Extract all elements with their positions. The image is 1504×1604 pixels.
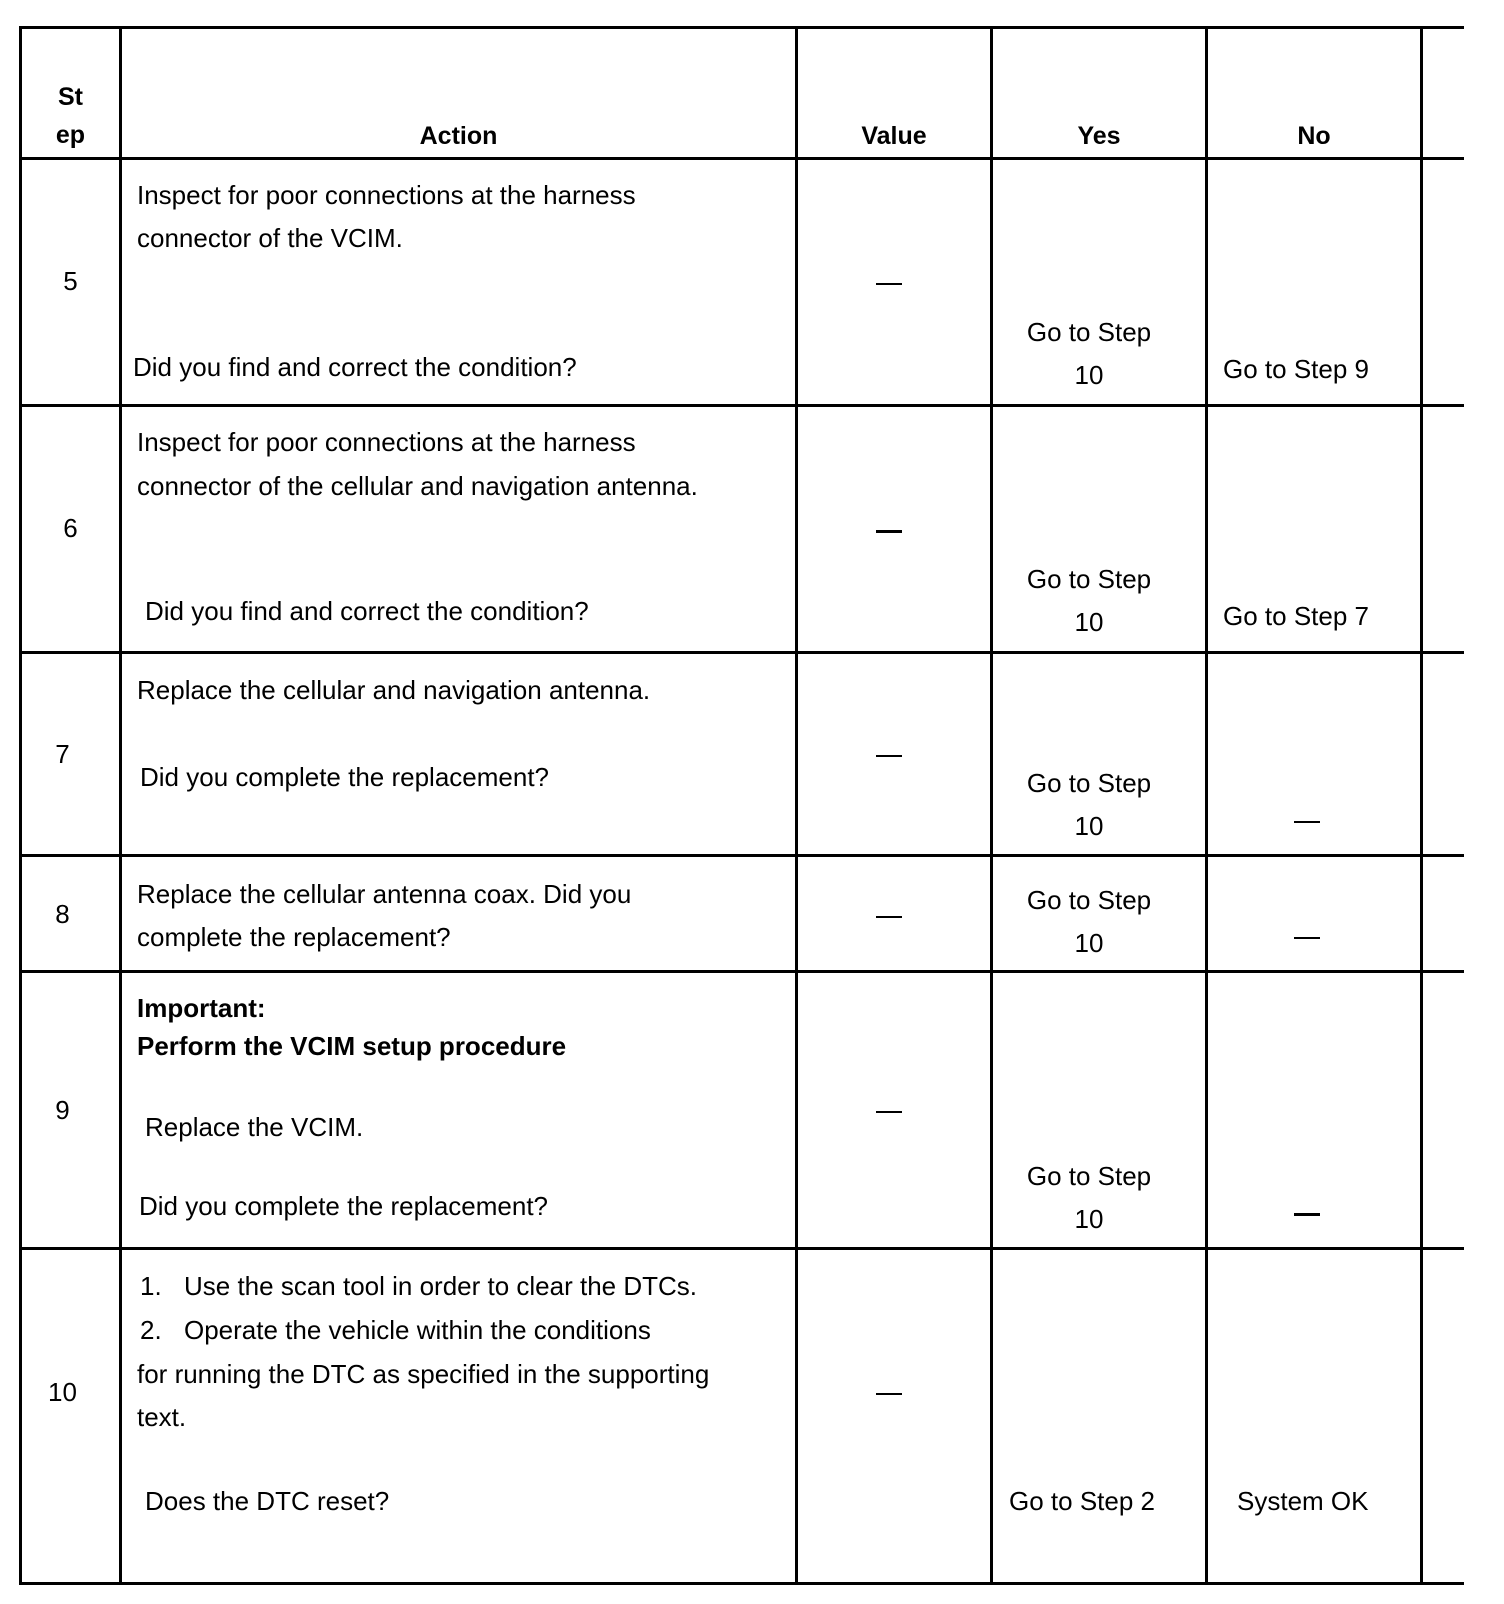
no-dash xyxy=(1294,1213,1320,1216)
yes-action xyxy=(993,1155,1185,1241)
yes-action xyxy=(993,762,1185,848)
action-question: Does the DTC reset? xyxy=(145,1486,390,1516)
header-divider xyxy=(19,157,1464,160)
header-step-line1: St xyxy=(58,83,83,111)
column-divider xyxy=(1205,27,1208,1585)
table-border-bottom xyxy=(19,1582,1464,1585)
header-action: Action xyxy=(419,122,498,150)
action-question: Did you complete the replacement? xyxy=(139,1191,549,1221)
column-divider xyxy=(1420,27,1423,1585)
yes-line1: Go to Step xyxy=(1026,885,1152,915)
action-text: text. xyxy=(137,1402,187,1432)
header-step-line2: ep xyxy=(55,121,86,149)
step-number: 7 xyxy=(55,739,70,769)
no-dash xyxy=(1294,937,1320,939)
table-border-top xyxy=(19,26,1464,29)
action-text: Replace the VCIM. xyxy=(145,1112,364,1142)
action-text: Replace the cellular antenna coax. Did you xyxy=(137,879,632,909)
value-dash xyxy=(876,1393,902,1395)
step-number: 6 xyxy=(63,513,78,543)
list-item-number: 2. xyxy=(140,1315,162,1345)
value-dash xyxy=(876,283,902,285)
header-step xyxy=(22,78,119,154)
header-value: Value xyxy=(861,122,927,150)
action-question: Did you find and correct the condition? xyxy=(133,352,577,382)
important-text: Perform the VCIM setup procedure xyxy=(137,1031,567,1061)
column-divider xyxy=(19,27,22,1585)
row-divider xyxy=(19,404,1464,407)
yes-action xyxy=(993,311,1185,397)
step-number: 5 xyxy=(63,266,78,296)
header-yes: Yes xyxy=(1077,122,1121,150)
yes-line2: 10 xyxy=(1074,811,1104,841)
value-dash xyxy=(876,1111,902,1113)
yes-action xyxy=(993,558,1185,644)
yes-action: Go to Step 2 xyxy=(1009,1486,1155,1516)
no-action: Go to Step 7 xyxy=(1223,601,1369,631)
action-text: complete the replacement? xyxy=(137,922,451,952)
action-text: Inspect for poor connections at the harness xyxy=(137,427,636,457)
no-action: System OK xyxy=(1237,1486,1369,1516)
step-number: 8 xyxy=(55,899,70,929)
action-question: Did you complete the replacement? xyxy=(140,762,550,792)
action-text: Inspect for poor connections at the harness xyxy=(137,180,636,210)
no-action: Go to Step 9 xyxy=(1223,354,1369,384)
list-item-number: 1. xyxy=(140,1271,162,1301)
list-item-text: Operate the vehicle within the conditions xyxy=(184,1315,651,1345)
yes-line1: Go to Step xyxy=(1026,317,1152,347)
yes-line1: Go to Step xyxy=(1026,1161,1152,1191)
no-dash xyxy=(1294,821,1320,823)
yes-line2: 10 xyxy=(1074,928,1104,958)
yes-line2: 10 xyxy=(1074,360,1104,390)
row-divider xyxy=(19,651,1464,654)
row-divider xyxy=(19,854,1464,857)
row-divider xyxy=(19,1247,1464,1250)
column-divider xyxy=(119,27,122,1585)
header-no: No xyxy=(1297,122,1331,150)
step-number: 9 xyxy=(55,1095,70,1125)
yes-line2: 10 xyxy=(1074,607,1104,637)
value-dash xyxy=(876,916,902,918)
column-divider xyxy=(795,27,798,1585)
action-text: for running the DTC as specified in the supporting xyxy=(137,1359,710,1389)
action-text: connector of the VCIM. xyxy=(137,223,403,253)
value-dash xyxy=(876,530,902,533)
yes-line2: 10 xyxy=(1074,1204,1104,1234)
yes-line1: Go to Step xyxy=(1026,768,1152,798)
value-dash xyxy=(876,755,902,757)
list-item-text: Use the scan tool in order to clear the DTCs. xyxy=(184,1271,698,1301)
action-text: connector of the cellular and navigation antenna. xyxy=(137,471,698,501)
step-number: 10 xyxy=(48,1377,77,1407)
important-label: Important: xyxy=(137,993,266,1023)
action-question: Did you find and correct the condition? xyxy=(145,596,589,626)
yes-line1: Go to Step xyxy=(1026,564,1152,594)
action-text: Replace the cellular and navigation antenna. xyxy=(137,675,651,705)
yes-action xyxy=(993,879,1185,965)
row-divider xyxy=(19,970,1464,973)
